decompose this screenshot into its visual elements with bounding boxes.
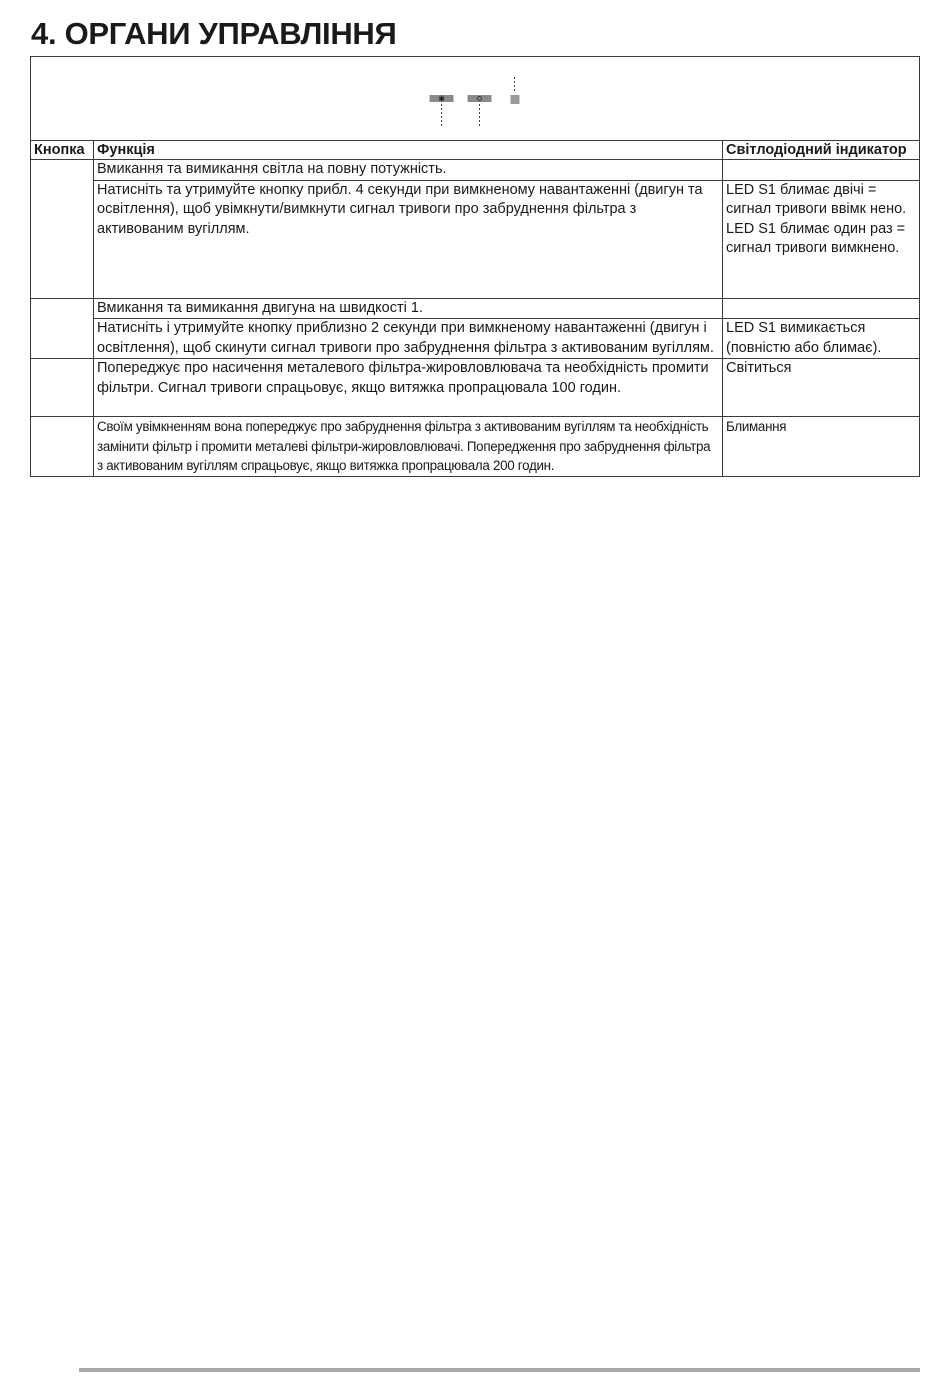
function-cell: Своїм увімкненням вона попереджує про забруднення фільтра з активованим вугіллям та необхідність замінити фільтр і промити металеві фільтри-жировловлювачі. Попередження про забруднення фільтра з активованим вугіллям спрацьовує, якщо витяжка пропрацювала 200 годин. <box>94 417 723 477</box>
table-row <box>31 417 920 477</box>
function-cell: Натисніть і утримуйте кнопку приблизно 2 секунди при вимкненому навантаженні (двигун і освітлення), щоб скинути сигнал тривоги про забруднення фільтра з активованим вугіллям. <box>94 319 723 359</box>
indicator-led <box>510 77 519 104</box>
header-function: Функція <box>94 141 723 160</box>
table-row <box>31 180 920 298</box>
indicator-cell <box>723 180 920 298</box>
indicator-cell: Блимання <box>723 417 920 477</box>
indicator-text: LED S1 блимає двічі = сигнал тривоги ввімк нено. <box>726 181 907 217</box>
indicator-cell <box>723 160 920 181</box>
button-carbon-alarm-cell <box>31 417 94 477</box>
table-row <box>31 359 920 417</box>
button-grease-alarm-cell <box>31 359 94 417</box>
table-header-row <box>31 141 920 160</box>
control-panel-svg <box>31 57 919 140</box>
button-motor-cell <box>31 298 94 359</box>
function-cell: Вмикання та вимикання світла на повну потужність. <box>94 160 723 181</box>
function-cell: Попереджує про насичення металевого фільтра-жировловлювача та необхідність промити фільтри. Сигнал тривоги спрацьовує, якщо витяжка пропрацювала 100 годин. <box>94 359 723 417</box>
header-button: Кнопка <box>31 141 94 160</box>
control-panel-diagram <box>31 57 920 141</box>
diagram-row <box>31 57 920 141</box>
light-icon <box>430 94 454 126</box>
table-row <box>31 160 920 181</box>
header-indicator: Світлодіодний індикатор <box>723 141 920 160</box>
page-title: 4. ОРГАНИ УПРАВЛІННЯ <box>31 16 397 51</box>
fan-icon <box>468 95 492 127</box>
table-row <box>31 319 920 359</box>
svg-text:✱: ✱ <box>438 94 445 104</box>
indicator-cell: LED S1 вимикається (повністю або блимає). <box>723 319 920 359</box>
function-cell: Натисніть та утримуйте кнопку прибл. 4 секунди при вимкненому навантаженні (двигун та освітлення), щоб увімкнути/вимкнути сигнал тривоги про забруднення фільтра з активованим вугіллям. <box>94 180 723 298</box>
table-row <box>31 298 920 319</box>
controls-table <box>30 56 920 477</box>
indicator-cell: Світиться <box>723 359 920 417</box>
indicator-text: LED S1 блимає один раз = сигнал тривоги вимкнено. <box>726 220 906 256</box>
function-cell: Вмикання та вимикання двигуна на швидкості 1. <box>94 298 723 319</box>
indicator-cell <box>723 298 920 319</box>
footer-rule <box>79 1368 920 1372</box>
button-light-cell <box>31 160 94 299</box>
